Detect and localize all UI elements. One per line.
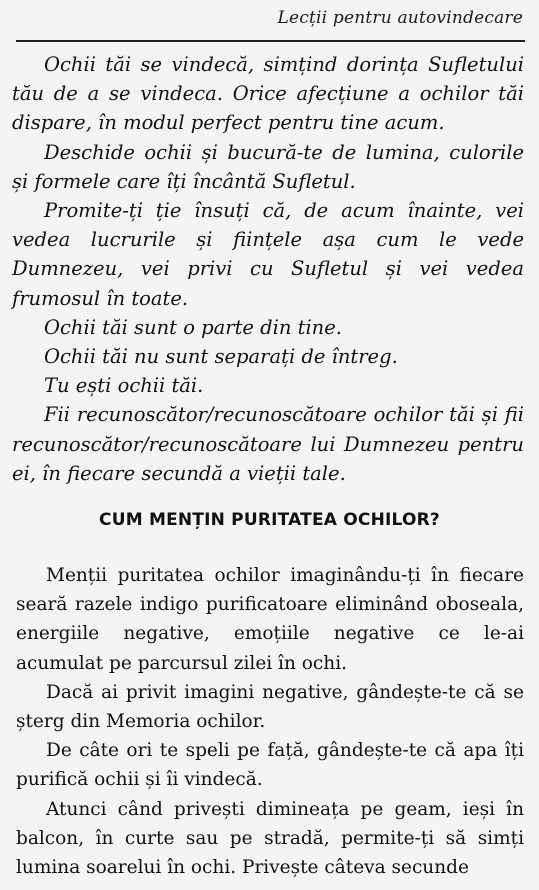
affirmation-paragraph: Ochii tăi sunt o parte din tine.	[44, 315, 342, 339]
affirmation-paragraph: Ochii tăi se vindecă, simțind dorința Sufletului tău de a se vindeca. Orice afecțiune a ochilor tăi dispare, în modul perfect pentru tine acum.	[12, 53, 524, 135]
body-paragraph: Dacă ai privit imagini negative, gândește-te că se șterg din Memoria ochilor.	[16, 681, 524, 733]
header-rule	[16, 40, 525, 42]
affirmation-paragraph: Deschide ochii și bucură-te de lumina, culorile și formele care îți încântă Sufletul.	[12, 140, 524, 193]
body-paragraph: Atunci când privești dimineața pe geam, ieși în balcon, în curte sau pe stradă, permite-ți să simți lumina soarelui în ochi. Privește câteva secunde	[16, 798, 524, 879]
body-paragraph: Menții puritatea ochilor imaginându-ți în fiecare seară razele indigo purificatoare eliminând oboseala, energiile negative, emoțiile negative ce le-ai acumulat pe parcursul zilei în ochi.	[16, 565, 524, 674]
section-body	[16, 561, 524, 882]
running-header: Lecții pentru autovindecare	[277, 8, 523, 28]
affirmation-block	[12, 50, 524, 488]
affirmation-paragraph: Fii recunoscător/recunoscătoare ochilor tăi și fii recunoscător/recunoscătoare lui Dumnezeu pentru ei, în fiecare secundă a vieții tale.	[12, 403, 524, 485]
affirmation-paragraph: Ochii tăi nu sunt separați de întreg.	[44, 345, 398, 369]
affirmation-paragraph: Promite-ți ție însuți că, de acum înainte, vei vedea lucrurile și ființele așa cum le vede Dumnezeu, vei privi cu Sufletul și vei vedea frumosul în toate.	[12, 199, 524, 310]
body-paragraph: De câte ori te speli pe față, gândește-te că apa îți purifică ochii și îi vindecă.	[16, 740, 524, 791]
affirmation-paragraph: Tu ești ochii tăi.	[44, 374, 204, 398]
section-heading: CUM MENȚIN PURITATEA OCHILOR?	[99, 510, 440, 530]
